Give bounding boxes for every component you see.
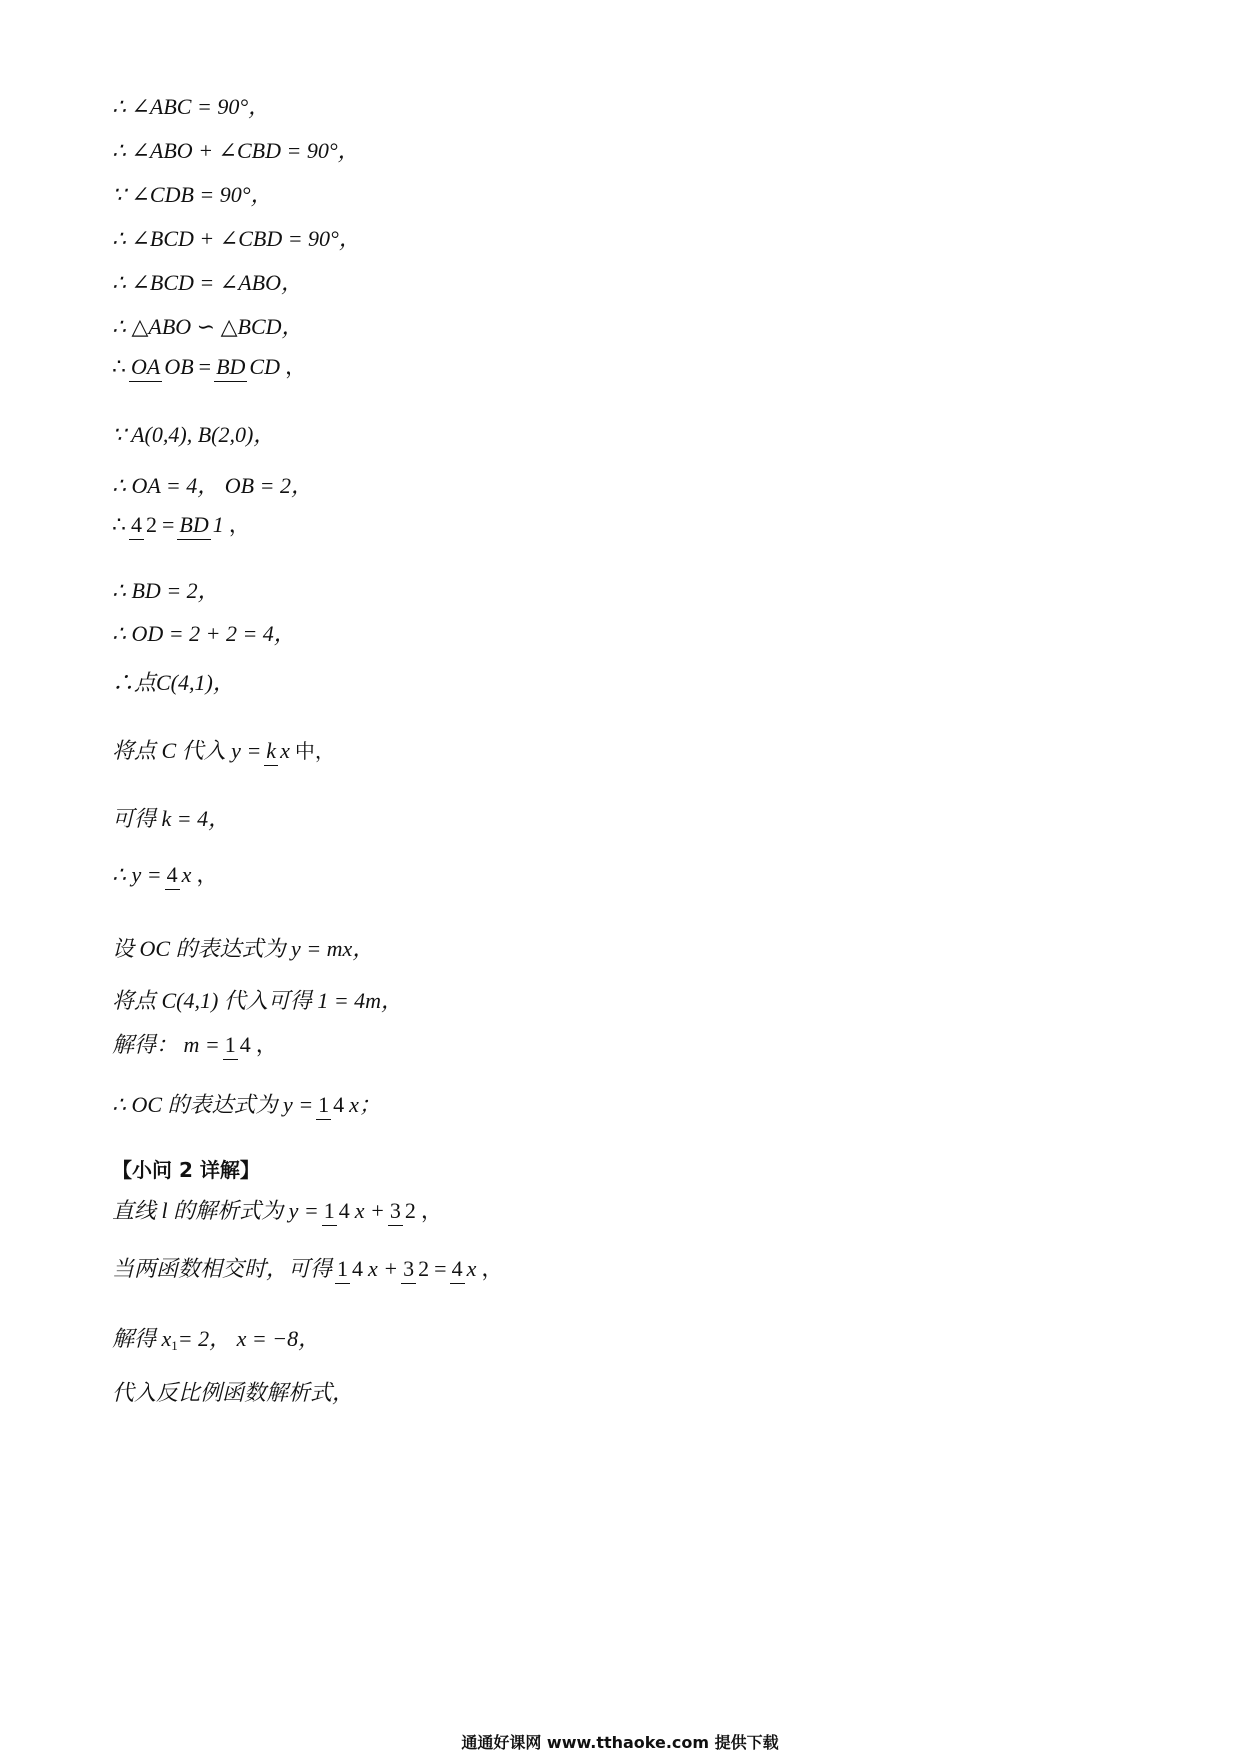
proof-line-intersection: 当两函数相交时，可得 1 4 x + 3 2 = 4 x ， (112, 1254, 503, 1284)
proof-line: ∴ ∠ABO + ∠CBD = 90°， (112, 138, 360, 163)
fraction: 1 4 (316, 1090, 346, 1120)
fraction: BD CD (214, 352, 282, 382)
fraction: 3 2 (401, 1254, 431, 1284)
fraction: 4 x (165, 860, 194, 890)
proof-line-solve: 解得： m = 1 4 ， (112, 1030, 278, 1060)
proof-line-solutions: 解得 x 1 = 2， x = −8， (112, 1326, 321, 1353)
proof-line-substitute: 将点 C 代入 y = k x 中， (112, 736, 335, 766)
proof-line: ∴ ∠ABC = 90°， (112, 94, 271, 119)
proof-line: ∴ ∠BCD = ∠ABO， (112, 270, 303, 295)
fraction: OA OB (129, 352, 196, 382)
proof-line: ∴ ∠BCD + ∠CBD = 90°， (112, 226, 361, 251)
proof-line: 可得 k = 4， (112, 806, 231, 831)
proof-line: ∵ A(0,4), B(2,0)， (112, 422, 276, 447)
proof-line-result: ∴ OC 的表达式为 y = 1 4 x； (112, 1090, 381, 1120)
fraction: 1 4 (223, 1030, 253, 1060)
fraction: 1 4 (322, 1196, 352, 1226)
fraction: 3 2 (388, 1196, 418, 1226)
proof-line: ∴ BD = 2， (112, 578, 220, 603)
proof-line: ∴ △ABO ∽ △BCD， (112, 314, 304, 339)
proof-line-function: ∴ y = 4 x ， (112, 860, 218, 890)
proof-line-line-equation: 直线 l 的解析式为 y = 1 4 x + 3 2 ， (112, 1196, 443, 1226)
fraction: k x (264, 736, 292, 766)
proof-line-ratio: ∴ 4 2 = BD 1 ， (112, 510, 251, 540)
proof-line: ∵ ∠CDB = 90°， (112, 182, 273, 207)
proof-line: ∴ OA = 4， OB = 2， (112, 473, 313, 498)
proof-line: 设 OC 的表达式为 y = mx， (112, 936, 375, 961)
proof-line: ∴点C(4,1)， (112, 670, 235, 695)
fraction: BD 1 (177, 510, 225, 540)
proof-line: ∴ OD = 2 + 2 = 4， (112, 621, 296, 646)
proof-line: 代入反比例函数解析式， (112, 1380, 355, 1405)
fraction: 4 x (450, 1254, 479, 1284)
section-heading: 【小问 2 详解】 (112, 1158, 260, 1182)
fraction: 4 2 (129, 510, 159, 540)
fraction: 1 4 (335, 1254, 365, 1284)
page-footer: 通通好课网 www.tthaoke.com 提供下载 (461, 1733, 779, 1752)
proof-line: 将点 C(4,1) 代入可得 1 = 4m， (112, 988, 404, 1013)
proof-line-ratio: ∴ OA OB = BD CD ， (112, 352, 307, 382)
